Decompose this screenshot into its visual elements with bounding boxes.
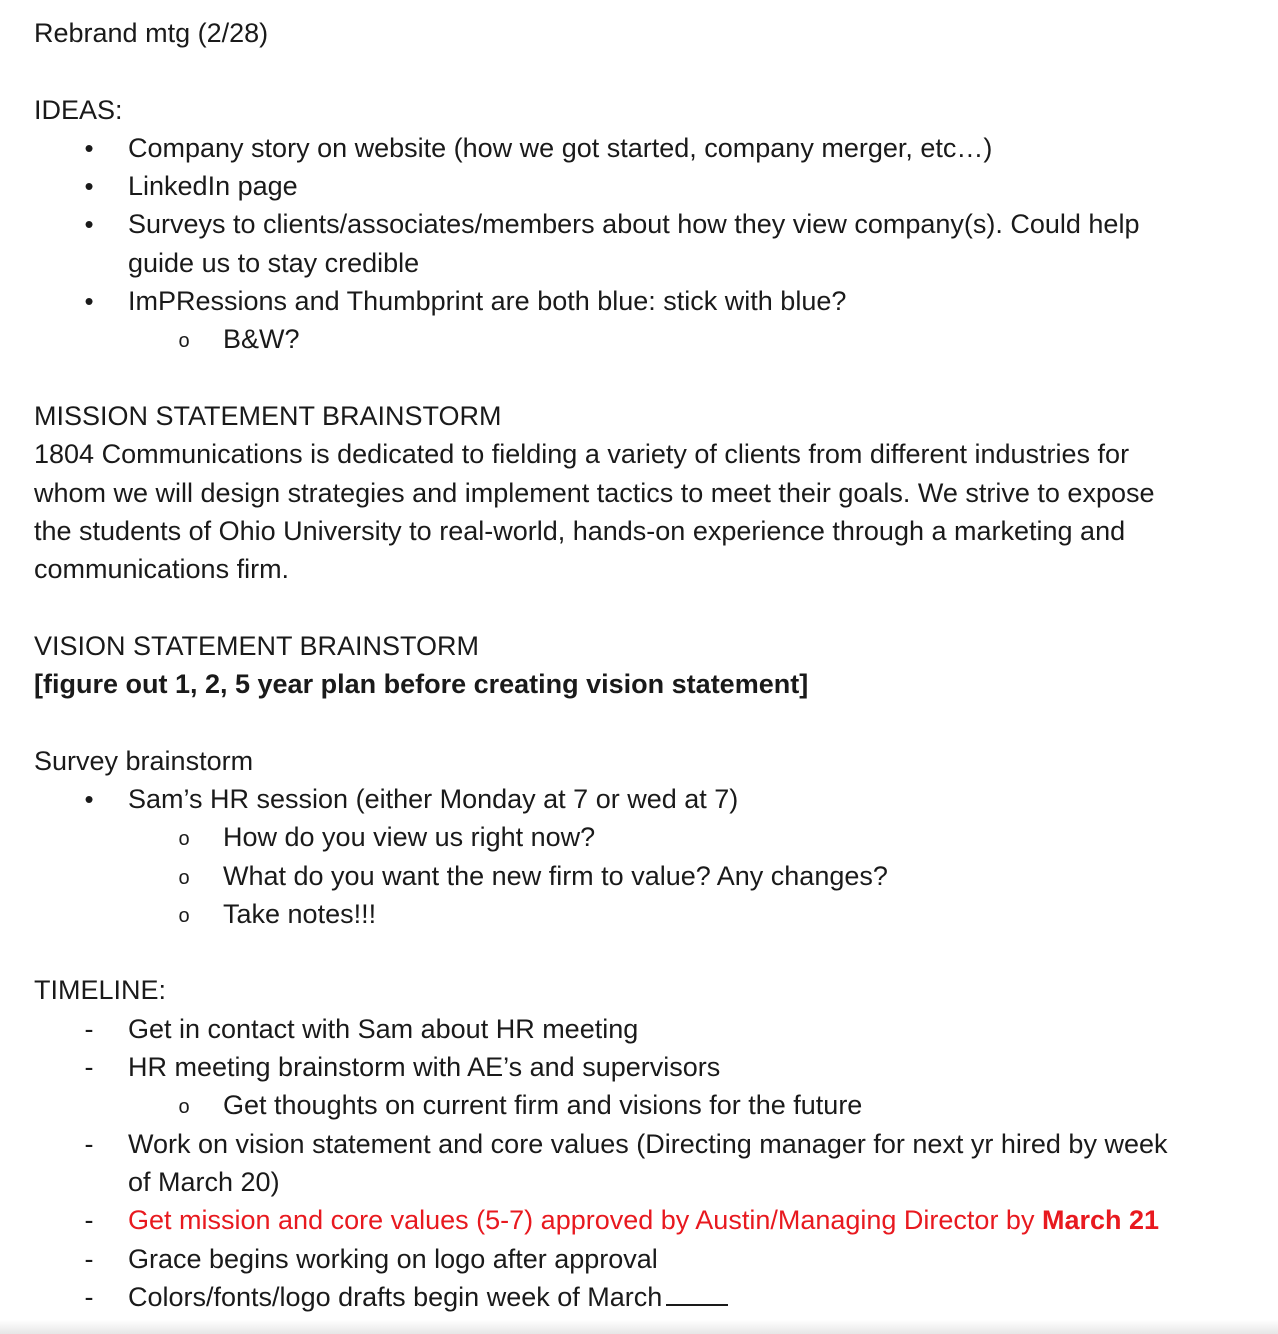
paragraph-line: whom we will design strategies and implement tactics to meet their goals. We strive to expose (34, 477, 1155, 508)
bullet-icon: • (84, 209, 94, 240)
dash-bullet-icon: - (84, 1205, 94, 1236)
timeline-item (34, 1048, 1259, 1086)
sub-list-item (34, 818, 1259, 856)
list-item-text: B&W? (223, 324, 300, 355)
list-item-text: guide us to stay credible (128, 247, 420, 278)
list-item-text: Sam’s HR session (either Monday at 7 or wed at 7) (128, 783, 739, 814)
spacer (34, 359, 1259, 397)
survey-heading: Survey brainstorm (34, 745, 254, 776)
list-item-text: Work on vision statement and core values (Directing manager for next yr hired by week (128, 1128, 1168, 1159)
deadline-date: March 21 (1041, 1205, 1160, 1236)
ideas-heading: IDEAS: (34, 94, 123, 125)
timeline-item-highlighted (34, 1201, 1259, 1239)
sub-list-item (34, 320, 1259, 358)
fill-in-blank (666, 1278, 728, 1306)
sub-list-item (34, 1086, 1259, 1124)
spacer (34, 703, 1259, 741)
list-item-text: Surveys to clients/associates/members about how they view company(s). Could help (128, 209, 1140, 240)
sub-list-item (34, 857, 1259, 895)
list-item-text: Grace begins working on logo after approval (128, 1243, 658, 1274)
list-item (34, 780, 1259, 818)
vision-heading: VISION STATEMENT BRAINSTORM (34, 630, 480, 661)
hollow-circle-bullet-icon: o (178, 904, 190, 927)
list-item-text: ImPRessions and Thumbprint are both blue: stick with blue? (128, 286, 847, 317)
paragraph-line: communications firm. (34, 554, 290, 585)
list-item-continuation (34, 244, 1259, 282)
hollow-circle-bullet-icon: o (178, 866, 190, 889)
bullet-icon: • (84, 132, 94, 163)
list-item (34, 167, 1259, 205)
list-item (34, 282, 1259, 320)
dash-bullet-icon: - (84, 1052, 94, 1083)
paragraph-line: the students of Ohio University to real-world, hands-on experience through a marketing and (34, 515, 1126, 546)
list-item (34, 205, 1259, 243)
spacer (34, 933, 1259, 971)
timeline-item (34, 1278, 1259, 1316)
hollow-circle-bullet-icon: o (178, 828, 190, 851)
timeline-item (34, 1010, 1259, 1048)
list-item-text: Get mission and core values (5-7) approved by Austin/Managing Director by (128, 1205, 1042, 1236)
timeline-item (34, 1125, 1259, 1163)
list-item-text: Get thoughts on current firm and visions for the future (223, 1090, 863, 1121)
document-title: Rebrand mtg (2/28) (34, 18, 269, 48)
dash-bullet-icon: - (84, 1013, 94, 1044)
hollow-circle-bullet-icon: o (178, 330, 190, 353)
hollow-circle-bullet-icon: o (178, 1096, 190, 1119)
mission-heading: MISSION STATEMENT BRAINSTORM (34, 400, 502, 431)
bullet-icon: • (84, 171, 94, 202)
dash-bullet-icon: - (84, 1128, 94, 1159)
list-item-text: Take notes!!! (223, 898, 377, 929)
timeline-item (34, 1240, 1259, 1278)
list-item-text: How do you view us right now? (223, 822, 596, 853)
sub-list-item (34, 895, 1259, 933)
list-item-continuation (34, 1163, 1259, 1201)
list-item-text: LinkedIn page (128, 171, 298, 202)
document-page (34, 14, 1259, 1316)
dash-bullet-icon: - (84, 1243, 94, 1274)
list-item-text: of March 20) (128, 1166, 280, 1197)
list-item (34, 129, 1259, 167)
list-item-text: HR meeting brainstorm with AE’s and supervisors (128, 1052, 721, 1083)
paragraph-line: 1804 Communications is dedicated to fielding a variety of clients from different industries for (34, 439, 1130, 470)
list-item-text: Colors/fonts/logo drafts begin week of March (128, 1281, 663, 1312)
timeline-heading: TIMELINE: (34, 975, 167, 1006)
list-item-text: Get in contact with Sam about HR meeting (128, 1013, 639, 1044)
list-item-text: What do you want the new firm to value? Any changes? (223, 860, 888, 891)
list-item-text: Company story on website (how we got started, company merger, etc…) (128, 132, 993, 163)
bullet-icon: • (84, 783, 94, 814)
spacer (34, 588, 1259, 626)
dash-bullet-icon: - (84, 1281, 94, 1312)
bullet-icon: • (84, 286, 94, 317)
spacer (34, 52, 1259, 90)
vision-note: [figure out 1, 2, 5 year plan before creating vision statement] (34, 669, 809, 700)
page-bottom-edge (0, 1320, 1278, 1334)
